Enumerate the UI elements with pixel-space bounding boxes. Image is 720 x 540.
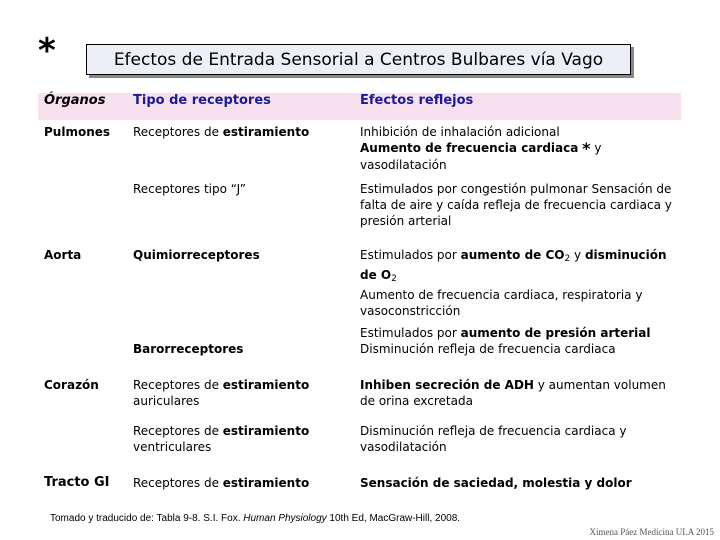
effect-text: y xyxy=(570,248,585,262)
receptor-text: Receptores de xyxy=(133,476,223,490)
source-citation xyxy=(50,513,460,524)
receptor-text: Receptores de xyxy=(133,125,223,139)
effect-text: y aumentan volumen de orina excretada xyxy=(360,378,666,408)
effect-cell: Sensación de saciedad, molestia y dolor xyxy=(360,476,632,490)
page-title: Efectos de Entrada Sensorial a Centros Bulbares vía Vago xyxy=(113,49,604,70)
header-effect: Efectos reflejos xyxy=(360,93,681,120)
receptor-cell: Receptores tipo “J” xyxy=(133,182,246,196)
reflex-table xyxy=(38,93,681,499)
effect-line: Aumento de frecuencia cardiaca, respiratoria y vasoconstricción xyxy=(360,288,643,318)
subscript: 2 xyxy=(391,274,397,284)
title-box xyxy=(86,44,631,75)
table-row xyxy=(38,120,681,181)
effect-line: vasodilatación xyxy=(360,158,447,172)
receptor-cell: Quimiorreceptores xyxy=(133,248,260,262)
organ-cell: Tracto GI xyxy=(44,475,110,490)
receptor-cell xyxy=(133,120,360,181)
organ-cell-empty xyxy=(38,325,133,373)
organ-cell: Aorta xyxy=(44,248,82,262)
receptor-cell xyxy=(133,373,360,423)
effect-bold: aumento de CO xyxy=(460,248,565,262)
asterisk-note: * xyxy=(582,139,591,158)
receptor-bold: estiramiento xyxy=(222,378,310,392)
effect-text: Estimulados por xyxy=(360,248,461,262)
effect-line xyxy=(360,247,681,287)
table-row xyxy=(38,325,681,373)
effect-cell xyxy=(360,120,681,181)
effect-cell xyxy=(360,373,681,423)
effect-cell xyxy=(360,325,681,373)
effect-bold: aumento de presión arterial xyxy=(460,326,651,340)
asterisk-marker: * xyxy=(38,31,56,71)
effect-line xyxy=(360,325,681,341)
receptor-cell xyxy=(133,475,360,499)
header-receptor: Tipo de receptores xyxy=(133,93,360,120)
subscript: 2 xyxy=(564,254,571,264)
table-row xyxy=(38,423,681,475)
receptor-bold: estiramiento xyxy=(222,125,310,139)
table-row xyxy=(38,247,681,325)
receptor-line xyxy=(133,377,360,393)
receptor-line xyxy=(133,423,360,439)
effect-cell: Disminución refleja de frecuencia cardiaca y vasodilatación xyxy=(360,424,627,454)
receptor-bold: estiramiento xyxy=(222,476,310,490)
receptor-line: ventriculares xyxy=(133,440,212,454)
citation-text: 10th Ed, MacGraw-Hill, 2008. xyxy=(326,513,461,524)
author-credit: Ximena Páez Medicina ULA 2015 xyxy=(589,527,714,537)
receptor-text: Receptores de xyxy=(133,424,223,438)
receptor-cell xyxy=(133,423,360,475)
effect-line: Disminución refleja de frecuencia cardiaca xyxy=(360,342,616,356)
receptor-cell: Barorreceptores xyxy=(133,342,244,356)
organ-cell: Pulmones xyxy=(44,125,111,139)
table-row xyxy=(38,373,681,423)
effect-text: Estimulados por xyxy=(360,326,461,340)
effect-cell: Estimulados por congestión pulmonar Sensación de falta de aire y caída refleja de frecuencia cardiaca y presión arterial xyxy=(360,182,672,228)
receptor-bold: estiramiento xyxy=(222,424,310,438)
citation-book: Human Physiology xyxy=(243,513,327,524)
effect-line xyxy=(360,140,681,157)
effect-bold: Aumento de frecuencia cardiaca xyxy=(360,141,579,155)
effect-cell xyxy=(360,247,681,325)
table-row xyxy=(38,475,681,499)
citation-text: Tomado y traducido de: Tabla 9-8. S.I. Fox. xyxy=(50,513,244,524)
organ-cell-empty xyxy=(38,423,133,475)
header-organ: Órganos xyxy=(38,93,133,120)
organ-cell: Corazón xyxy=(44,378,99,392)
table-header xyxy=(38,93,681,120)
effect-bold: disminución de O xyxy=(360,248,667,282)
receptor-text: Receptores de xyxy=(133,378,223,392)
receptor-line: auriculares xyxy=(133,394,200,408)
table-row xyxy=(38,181,681,247)
organ-cell-empty xyxy=(38,181,133,247)
effect-text: y xyxy=(590,141,602,155)
effect-line: Inhibición de inhalación adicional xyxy=(360,125,560,139)
effect-bold: Inhiben secreción de ADH xyxy=(360,378,534,392)
